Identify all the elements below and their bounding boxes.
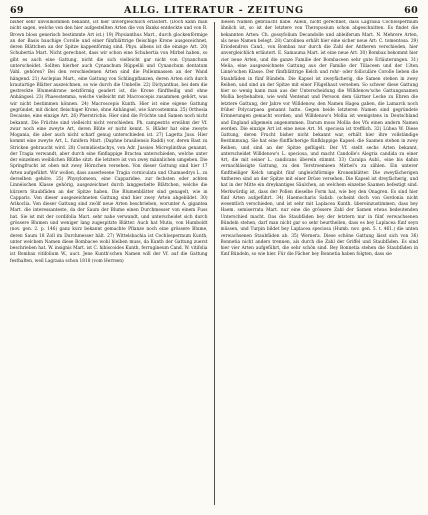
text-columns bbox=[10, 20, 418, 511]
right-column-text: diesen Namen gebraucht habe. Allein, nicht gerechnet, dass Lagrasia Cochlospermum ähnlich ist, so ist der letztere von Theroposium schon abgeschnitten. Es findet die bekannten Arten: Ch. gossyfolium Decandolle und ableiferum Mart. N. Mehrere Arten, als neue Namen belegt. 28) Carolinea erhält hier eine sicher neue Art: C. tomentosa. 29) Eriodendron Cand., von Bombax nur durch die Zahl der Antheren verschieden, hier unvergleichlich erläutert. E. Samauma Mart. ist eine neue Art. 30) Bombax bekommt hier vier neue Arten, und die ganze Familie der Bombaceen sehr gute Erläuterungen. 31) Melia, eine ausgezeichnete Gattung aus der Familie der Tiliaceen und der 13ten Linné'schen Klasse. Der fünfblättrige Kelch und rohr- oder folliculäre Corolle lieben die Staubfäden in fünf Bündeln. Die Kapsel ist zweyfächerig, die Samen stehen in zwey Reihen, und sind an der Spitze mit einer Flügelhaut versehen. So schwer diese Gattung hier so wenig kann man aus der Unterscheidung die Willdenow'sche Gattungsnamen Mollia beybehalten, wie wohl Ventenat und Persoon dem Gärtner Lecke zu Ehren die letztere Gattung, der Jahre vor Willdenow, den Namen Hagea gaben, die Lamarck noch früher Polycarpaea genannt hatte. Gegen beide letzteren Namen sind gegründete Erinnerungen gemacht worden, und Willdenow's Mollia ist wenigstens in Deutschland und England allgemein angenommen. Darum muss Mollia des Vfs einen andern Namen werden. Die einzige Art ist eine neue Art. M. speciosa ist trefflich. 32) Lühea W. Diese Gattung, deren Frucht bisher nicht bekannt war, erhält hier ihre vollständige Bestimmung. Sie hat eine fünffächerige fünfklappige Kapsel: die Saamen stehen in zwey Reihen, und sind an der Spitze geflügelt. Der Vf. stellt sechs Arten bekannt, unterscheidet Willdenow's L. speciosa, und macht Candolle's Alegria candida zu einer Art, die mit seiner L. candicans überein stimmt. 33) Caraipa Aubl., eine bis dahin vernachlässigte Gattung, zu den Terstroemieen Mirbel's zu zählen. Ein unterer fünftheiliger Kelch umgibt fünf ungleichförmige Kronenblätter. Die zweyfächerigen Antheren sind an der Spitze mit einer Drüse versehen. Die Kapsel ist dreyfächerig, und hat in der Mitte ein dreykantiges Säulchen, an welchem einzelne Saamen befestigt sind. Merkwürdig ist, dass der Pollen dieselbe Form hat, wie bey den Onagren. Es sind hier fünf Arten aufgeführt. 34) Haemocharis Salisb. (scheint doch von Gordonia nicht wesentlich verschieden, und ist sehr mit Laplacea Kunth. übereinzustimmen, dass bey Haem. semiserrata Mart. nur eine die grössere Zahl der Samen etwas bedeutenden Unterschied macht. Das die Staubfäden bey der letztern nur in fünf verwachsenen Bündeln stehen, darf man nicht gar so sehr beurtheilen, dass es bey Laplacea fünf seyn müssen, und Turpin bildet bey Laplacea speciosa (Humb. nov. gen. 5. t. 461.) die unten verwachsenen Staubfäden ab. 35) Wernera. Diese schöne Gattung lässt sich von 36) Bonnetia nicht anders trennen, als durch die Zahl der Griffel und Staubfäden. Es sind hier vier Arten aufgeführt, die sehr schön sind. Bey Bonnetia stehen die Staubfäden in fünf Bündeln, so wie hier. Für die Fächer bey Bonnetia haben folgten, dass sie bbox=[220, 20, 418, 258]
right-page-number: 60 bbox=[404, 4, 418, 16]
header-rule bbox=[10, 17, 418, 18]
page-header bbox=[10, 4, 418, 16]
column-divider bbox=[214, 22, 215, 505]
journal-title: ALLG. LITERATUR - ZEITUNG bbox=[124, 4, 304, 16]
left-page-number: 69 bbox=[10, 4, 24, 16]
left-column-text: bisher sehr unvollkommen bekannt, ist hier unvergleichlich erläutert. (Doch kann man nicht sagen, welche von den hier aufgestellten Arten die von Banks entdeckte und von R. Brown bloss generisch bestimmte Art ist.) 19) Physianthus Mart., durch glockenförmige an der Basis bauchige Corolle und einer fünfblättrige fleischige Krone ausgezeichnet, deren Blättchen an der Spitze kappenförmig sind. Phys. albens ist die einzige Art. 20) Schubertia Mart. Nicht gerechnet, dass wir schon eine Schubertia von Mirbel haben, so gibt es auch eine Gattung, nicht die sich vielleicht gar nicht von Cynanchum unterscheidet. Sollten hierher auch Cynanchum Rüppellii und Cynanchum dentatum Vahl. gehören? Bei den verschiedenen Arten sind die Pollenmassen an der Wand hängend. 21) Asclepias Mart., eine Gattung von Schlingpflanzen, deren Arten sich durch krautartige Blätter auszeichnen, so wie durch die Umbelle. 22) Dictyanthus, bei dem die gestreckte Blumenkrone netzförmig geadert ist, die Krone fünftheilig und ohne Anhängsel. 23) Phaeostemma, welche vielleicht mit Macroscepis zusammen gehört, was wir nicht bestimmen können. 24) Macroscepis Kunth. Hier ist eine eigene Gattung gegründet, mit dicker, fleischiger Krone, ohne Anhängsel, wie Sarcostemma. 25) Orthosia Decaisne, eine einzige Art. 26) Pherotrichis. Hier sind die Früchte und Samen noch nicht bekannt. Die Früchte sind vielleicht nicht verschieden. Ph. campestris erwähnt der Vf. zwar noch eine zweyte Art, deren Blüte er nicht kennt. S. Bläder hat eine zweyte Mogania, die aber auch nicht scharf genug unterschieden ist. 27) Lagetta Juss. Hier kommt eine zweyte Art, L. funifera Mart. (Daphne brasiliensis Raddi) vor, deren Bast zu Stricken gebraucht wird. 28) Cosmidiostachys, von Adr. Jussieu Microplinthus genannt, der Tragia verwandt, aber durch eine fünflappige Bractea unterschieden, welche unter der einzelnen weiblichen Blüthe sitzt: die letztere ist von zwey männlichen umgeben. Die Springfrucht ist oben mit zwey Hörnchen versehen. Von dieser Gattung sind hier 17 Arten aufgeführt. Wir wollen, dass auserlesene Tragia corniculata und Chamaedrys L. zu derselben gehöre. 25) Physylomeon, eine Capparidee, zur fechsten oder achten Linnéischen Klasse gehörig, ausgezeichnet durch langgestielte Blättchen, welche die kürzern Staubfäden an der Spitze haben. Die Blumenblätter sind genagelt, wie in Capparis. Von dieser ausgezeichneten Gattung sind hier zwey Arten abgebildet. 30) Arikoclia. Von dieser Gattung sind zwölf neue Arten beschrieben, worunter A. gigantea Mart. die interessanteste, da der Saum der Blume einen Durchmesser von einem Fuss hat. Sie ist mit der cordifolia Mart. sehr nahe verwandt, und unterscheidet sich durch grössere Blumen und weniger lang zugespitzte Blätter. Auch hat Mutis, von Humboldt (nov. gen. 2. p. 146) ganz kurz bekannt gemachte Pflanze noch eine grössere Blume, deren Saum 18 Zoll im Durchmesser hält. 27) Wittelsbachia ist Cochlospermum Kunth, unter welchem Namen diese Bombacee wohl bleiben muss, da Kunth der Gattung zuerst beschrieben hat. W. insignis Mart. ist C. hibiscoides Kunth, ferrugineum Cand. W. vitifolia ist Bombax vitifolium W., auct. Jene Kunth'schen Namen will der Vf. auf die Gattung festhalten, weil Lagrasia schon 1818 (vom Herrsen) bbox=[10, 20, 208, 264]
